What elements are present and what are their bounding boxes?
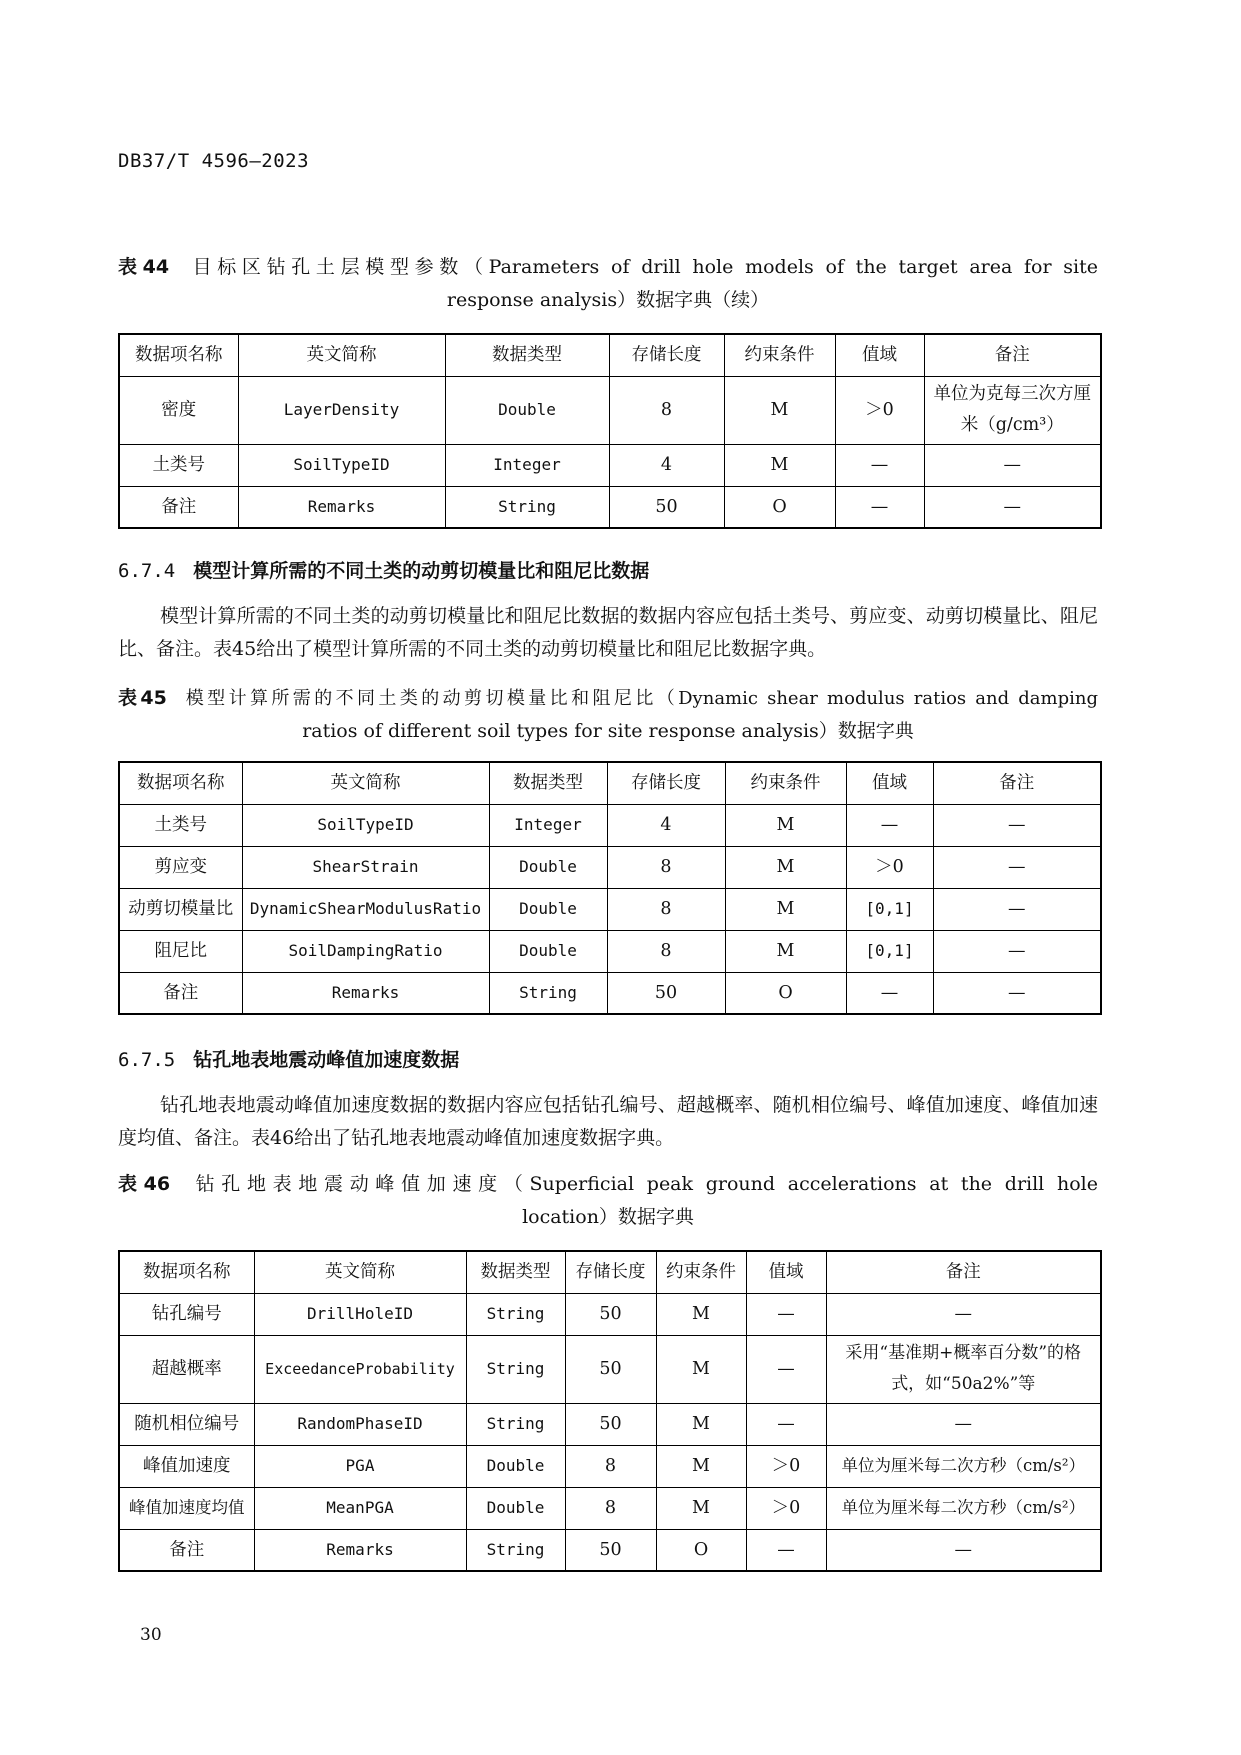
cell-name: 峰值加速度均值 bbox=[119, 1487, 254, 1529]
cell-note: — bbox=[826, 1293, 1101, 1335]
cell-type: Integer bbox=[489, 804, 607, 846]
table-row bbox=[119, 376, 1101, 444]
cell-name: 备注 bbox=[119, 972, 242, 1014]
cell-note: — bbox=[924, 444, 1101, 486]
cell-cons: O bbox=[656, 1529, 746, 1571]
cell-range: — bbox=[746, 1529, 826, 1571]
col-header: 数据项名称 bbox=[119, 334, 238, 376]
cell-cons: O bbox=[724, 486, 835, 528]
cell-name: 密度 bbox=[119, 376, 238, 444]
document-code: DB37/T 4596—2023 bbox=[118, 150, 310, 172]
col-header: 值域 bbox=[846, 762, 933, 804]
cell-note: — bbox=[924, 486, 1101, 528]
table-row bbox=[119, 888, 1101, 930]
cell-en: PGA bbox=[254, 1445, 466, 1487]
cell-len: 8 bbox=[565, 1487, 656, 1529]
cell-len: 8 bbox=[607, 888, 725, 930]
col-header: 英文简称 bbox=[238, 334, 445, 376]
col-header: 备注 bbox=[924, 334, 1101, 376]
cell-cons: M bbox=[725, 888, 846, 930]
cell-type: String bbox=[466, 1529, 565, 1571]
cell-range: — bbox=[746, 1293, 826, 1335]
col-header: 存储长度 bbox=[609, 334, 724, 376]
col-header: 约束条件 bbox=[656, 1251, 746, 1293]
cell-len: 50 bbox=[607, 972, 725, 1014]
cell-range: — bbox=[746, 1335, 826, 1403]
col-header: 数据类型 bbox=[489, 762, 607, 804]
table46 bbox=[118, 1250, 1102, 1572]
cell-type: Double bbox=[489, 846, 607, 888]
cell-en: Remarks bbox=[254, 1529, 466, 1571]
table44-caption bbox=[118, 251, 1098, 317]
col-header: 英文简称 bbox=[254, 1251, 466, 1293]
cell-len: 50 bbox=[609, 486, 724, 528]
cell-len: 8 bbox=[607, 846, 725, 888]
cell-note: — bbox=[933, 930, 1101, 972]
col-header: 数据项名称 bbox=[119, 762, 242, 804]
cell-name: 土类号 bbox=[119, 804, 242, 846]
cell-cons: M bbox=[724, 376, 835, 444]
cell-en: ShearStrain bbox=[242, 846, 489, 888]
cell-type: Double bbox=[466, 1487, 565, 1529]
cell-len: 8 bbox=[565, 1445, 656, 1487]
section-paragraph: 模型计算所需的不同土类的动剪切模量比和阻尼比数据的数据内容应包括土类号、剪应变、动剪切模量比、阻尼比、备注。表45给出了模型计算所需的不同土类的动剪切模量比和阻尼比数据字典。 bbox=[118, 605, 1098, 660]
section-title: 模型计算所需的不同土类的动剪切模量比和阻尼比数据 bbox=[193, 560, 650, 582]
table-row bbox=[119, 804, 1101, 846]
cell-cons: M bbox=[656, 1445, 746, 1487]
cell-en: MeanPGA bbox=[254, 1487, 466, 1529]
table44-label: 表44 bbox=[118, 256, 170, 278]
table46-title: 钻孔地表地震动峰值加速度（Superficial peak ground accelerations at the drill hole bbox=[195, 1173, 1098, 1195]
cell-cons: M bbox=[656, 1403, 746, 1445]
cell-type: Integer bbox=[445, 444, 609, 486]
table-row bbox=[119, 1293, 1101, 1335]
col-header: 值域 bbox=[835, 334, 924, 376]
table-row bbox=[119, 1403, 1101, 1445]
table46-caption bbox=[118, 1168, 1098, 1234]
cell-len: 50 bbox=[565, 1293, 656, 1335]
cell-len: 50 bbox=[565, 1403, 656, 1445]
col-header: 备注 bbox=[933, 762, 1101, 804]
cell-type: Double bbox=[489, 930, 607, 972]
cell-type: String bbox=[466, 1293, 565, 1335]
cell-range: — bbox=[835, 444, 924, 486]
section-heading-6-7-5 bbox=[118, 1045, 459, 1072]
cell-range: ＞0 bbox=[746, 1487, 826, 1529]
cell-type: Double bbox=[466, 1445, 565, 1487]
cell-name: 动剪切模量比 bbox=[119, 888, 242, 930]
table44 bbox=[118, 333, 1102, 529]
table-row bbox=[119, 846, 1101, 888]
table44-title-cont: response analysis）数据字典（续） bbox=[446, 289, 770, 311]
table45-caption bbox=[118, 682, 1098, 748]
col-header: 约束条件 bbox=[724, 334, 835, 376]
cell-note: — bbox=[933, 804, 1101, 846]
cell-name: 备注 bbox=[119, 486, 238, 528]
cell-cons: O bbox=[725, 972, 846, 1014]
cell-note: 采用“基准期+概率百分数”的格式，如“50a2%”等 bbox=[826, 1335, 1101, 1403]
cell-en: ExceedanceProbability bbox=[254, 1335, 466, 1403]
cell-cons: M bbox=[725, 846, 846, 888]
cell-en: DynamicShearModulusRatio bbox=[242, 888, 489, 930]
table-row bbox=[119, 486, 1101, 528]
cell-en: LayerDensity bbox=[238, 376, 445, 444]
cell-cons: M bbox=[656, 1293, 746, 1335]
table-header-row bbox=[119, 762, 1101, 804]
col-header: 数据项名称 bbox=[119, 1251, 254, 1293]
table-row bbox=[119, 1335, 1101, 1403]
table45-label: 表45 bbox=[118, 687, 167, 709]
cell-name: 备注 bbox=[119, 1529, 254, 1571]
cell-range: — bbox=[846, 804, 933, 846]
cell-name: 钻孔编号 bbox=[119, 1293, 254, 1335]
cell-en: Remarks bbox=[238, 486, 445, 528]
cell-cons: M bbox=[656, 1335, 746, 1403]
table46-title-cont: location）数据字典 bbox=[522, 1206, 694, 1228]
section-number: 6.7.5 bbox=[118, 1049, 176, 1071]
cell-name: 超越概率 bbox=[119, 1335, 254, 1403]
table-row bbox=[119, 1445, 1101, 1487]
table44-title: 目标区钻孔土层模型参数（Parameters of drill hole models of the target area for site bbox=[192, 256, 1098, 278]
cell-range: [0,1] bbox=[846, 930, 933, 972]
table-header-row bbox=[119, 1251, 1101, 1293]
cell-name: 峰值加速度 bbox=[119, 1445, 254, 1487]
cell-en: SoilTypeID bbox=[238, 444, 445, 486]
cell-len: 4 bbox=[609, 444, 724, 486]
cell-en: Remarks bbox=[242, 972, 489, 1014]
cell-name: 阻尼比 bbox=[119, 930, 242, 972]
cell-name: 随机相位编号 bbox=[119, 1403, 254, 1445]
table-row bbox=[119, 930, 1101, 972]
col-header: 英文简称 bbox=[242, 762, 489, 804]
cell-cons: M bbox=[656, 1487, 746, 1529]
cell-type: String bbox=[466, 1335, 565, 1403]
cell-cons: M bbox=[725, 930, 846, 972]
cell-en: SoilTypeID bbox=[242, 804, 489, 846]
table-row bbox=[119, 1487, 1101, 1529]
table45-title: 模型计算所需的不同土类的动剪切模量比和阻尼比（Dynamic shear modulus ratios and damping bbox=[185, 688, 1098, 709]
cell-note: — bbox=[933, 888, 1101, 930]
section-title: 钻孔地表地震动峰值加速度数据 bbox=[193, 1049, 460, 1071]
page-number: 30 bbox=[140, 1625, 162, 1645]
cell-len: 50 bbox=[565, 1529, 656, 1571]
col-header: 存储长度 bbox=[607, 762, 725, 804]
cell-note: — bbox=[933, 972, 1101, 1014]
section-paragraph: 钻孔地表地震动峰值加速度数据的数据内容应包括钻孔编号、超越概率、随机相位编号、峰值加速度、峰值加速度均值、备注。表46给出了钻孔地表地震动峰值加速度数据字典。 bbox=[118, 1094, 1098, 1149]
cell-en: DrillHoleID bbox=[254, 1293, 466, 1335]
cell-len: 8 bbox=[607, 930, 725, 972]
cell-type: String bbox=[466, 1403, 565, 1445]
cell-len: 4 bbox=[607, 804, 725, 846]
cell-len: 50 bbox=[565, 1335, 656, 1403]
cell-type: Double bbox=[489, 888, 607, 930]
col-header: 数据类型 bbox=[445, 334, 609, 376]
col-header: 数据类型 bbox=[466, 1251, 565, 1293]
col-header: 值域 bbox=[746, 1251, 826, 1293]
table45-title-cont: ratios of different soil types for site response analysis）数据字典 bbox=[302, 720, 914, 742]
table-header-row bbox=[119, 334, 1101, 376]
cell-cons: M bbox=[725, 804, 846, 846]
cell-en: SoilDampingRatio bbox=[242, 930, 489, 972]
col-header: 约束条件 bbox=[725, 762, 846, 804]
cell-range: ＞0 bbox=[835, 376, 924, 444]
cell-name: 剪应变 bbox=[119, 846, 242, 888]
cell-type: Double bbox=[445, 376, 609, 444]
table-row bbox=[119, 972, 1101, 1014]
table46-label: 表46 bbox=[118, 1173, 171, 1195]
col-header: 备注 bbox=[826, 1251, 1101, 1293]
table-row bbox=[119, 1529, 1101, 1571]
table45 bbox=[118, 761, 1102, 1015]
cell-range: — bbox=[835, 486, 924, 528]
cell-cons: M bbox=[724, 444, 835, 486]
cell-type: String bbox=[489, 972, 607, 1014]
section-number: 6.7.4 bbox=[118, 560, 176, 582]
cell-range: ＞0 bbox=[846, 846, 933, 888]
cell-name: 土类号 bbox=[119, 444, 238, 486]
col-header: 存储长度 bbox=[565, 1251, 656, 1293]
cell-note: 单位为厘米每二次方秒（cm/s²） bbox=[826, 1487, 1101, 1529]
section-heading-6-7-4 bbox=[118, 556, 649, 583]
cell-note: 单位为克每三次方厘米（g/cm³） bbox=[924, 376, 1101, 444]
table-row bbox=[119, 444, 1101, 486]
cell-en: RandomPhaseID bbox=[254, 1403, 466, 1445]
cell-range: [0,1] bbox=[846, 888, 933, 930]
cell-type: String bbox=[445, 486, 609, 528]
cell-range: — bbox=[846, 972, 933, 1014]
cell-note: — bbox=[826, 1403, 1101, 1445]
cell-note: — bbox=[826, 1529, 1101, 1571]
cell-len: 8 bbox=[609, 376, 724, 444]
cell-note: — bbox=[933, 846, 1101, 888]
cell-range: ＞0 bbox=[746, 1445, 826, 1487]
cell-note: 单位为厘米每二次方秒（cm/s²） bbox=[826, 1445, 1101, 1487]
cell-range: — bbox=[746, 1403, 826, 1445]
